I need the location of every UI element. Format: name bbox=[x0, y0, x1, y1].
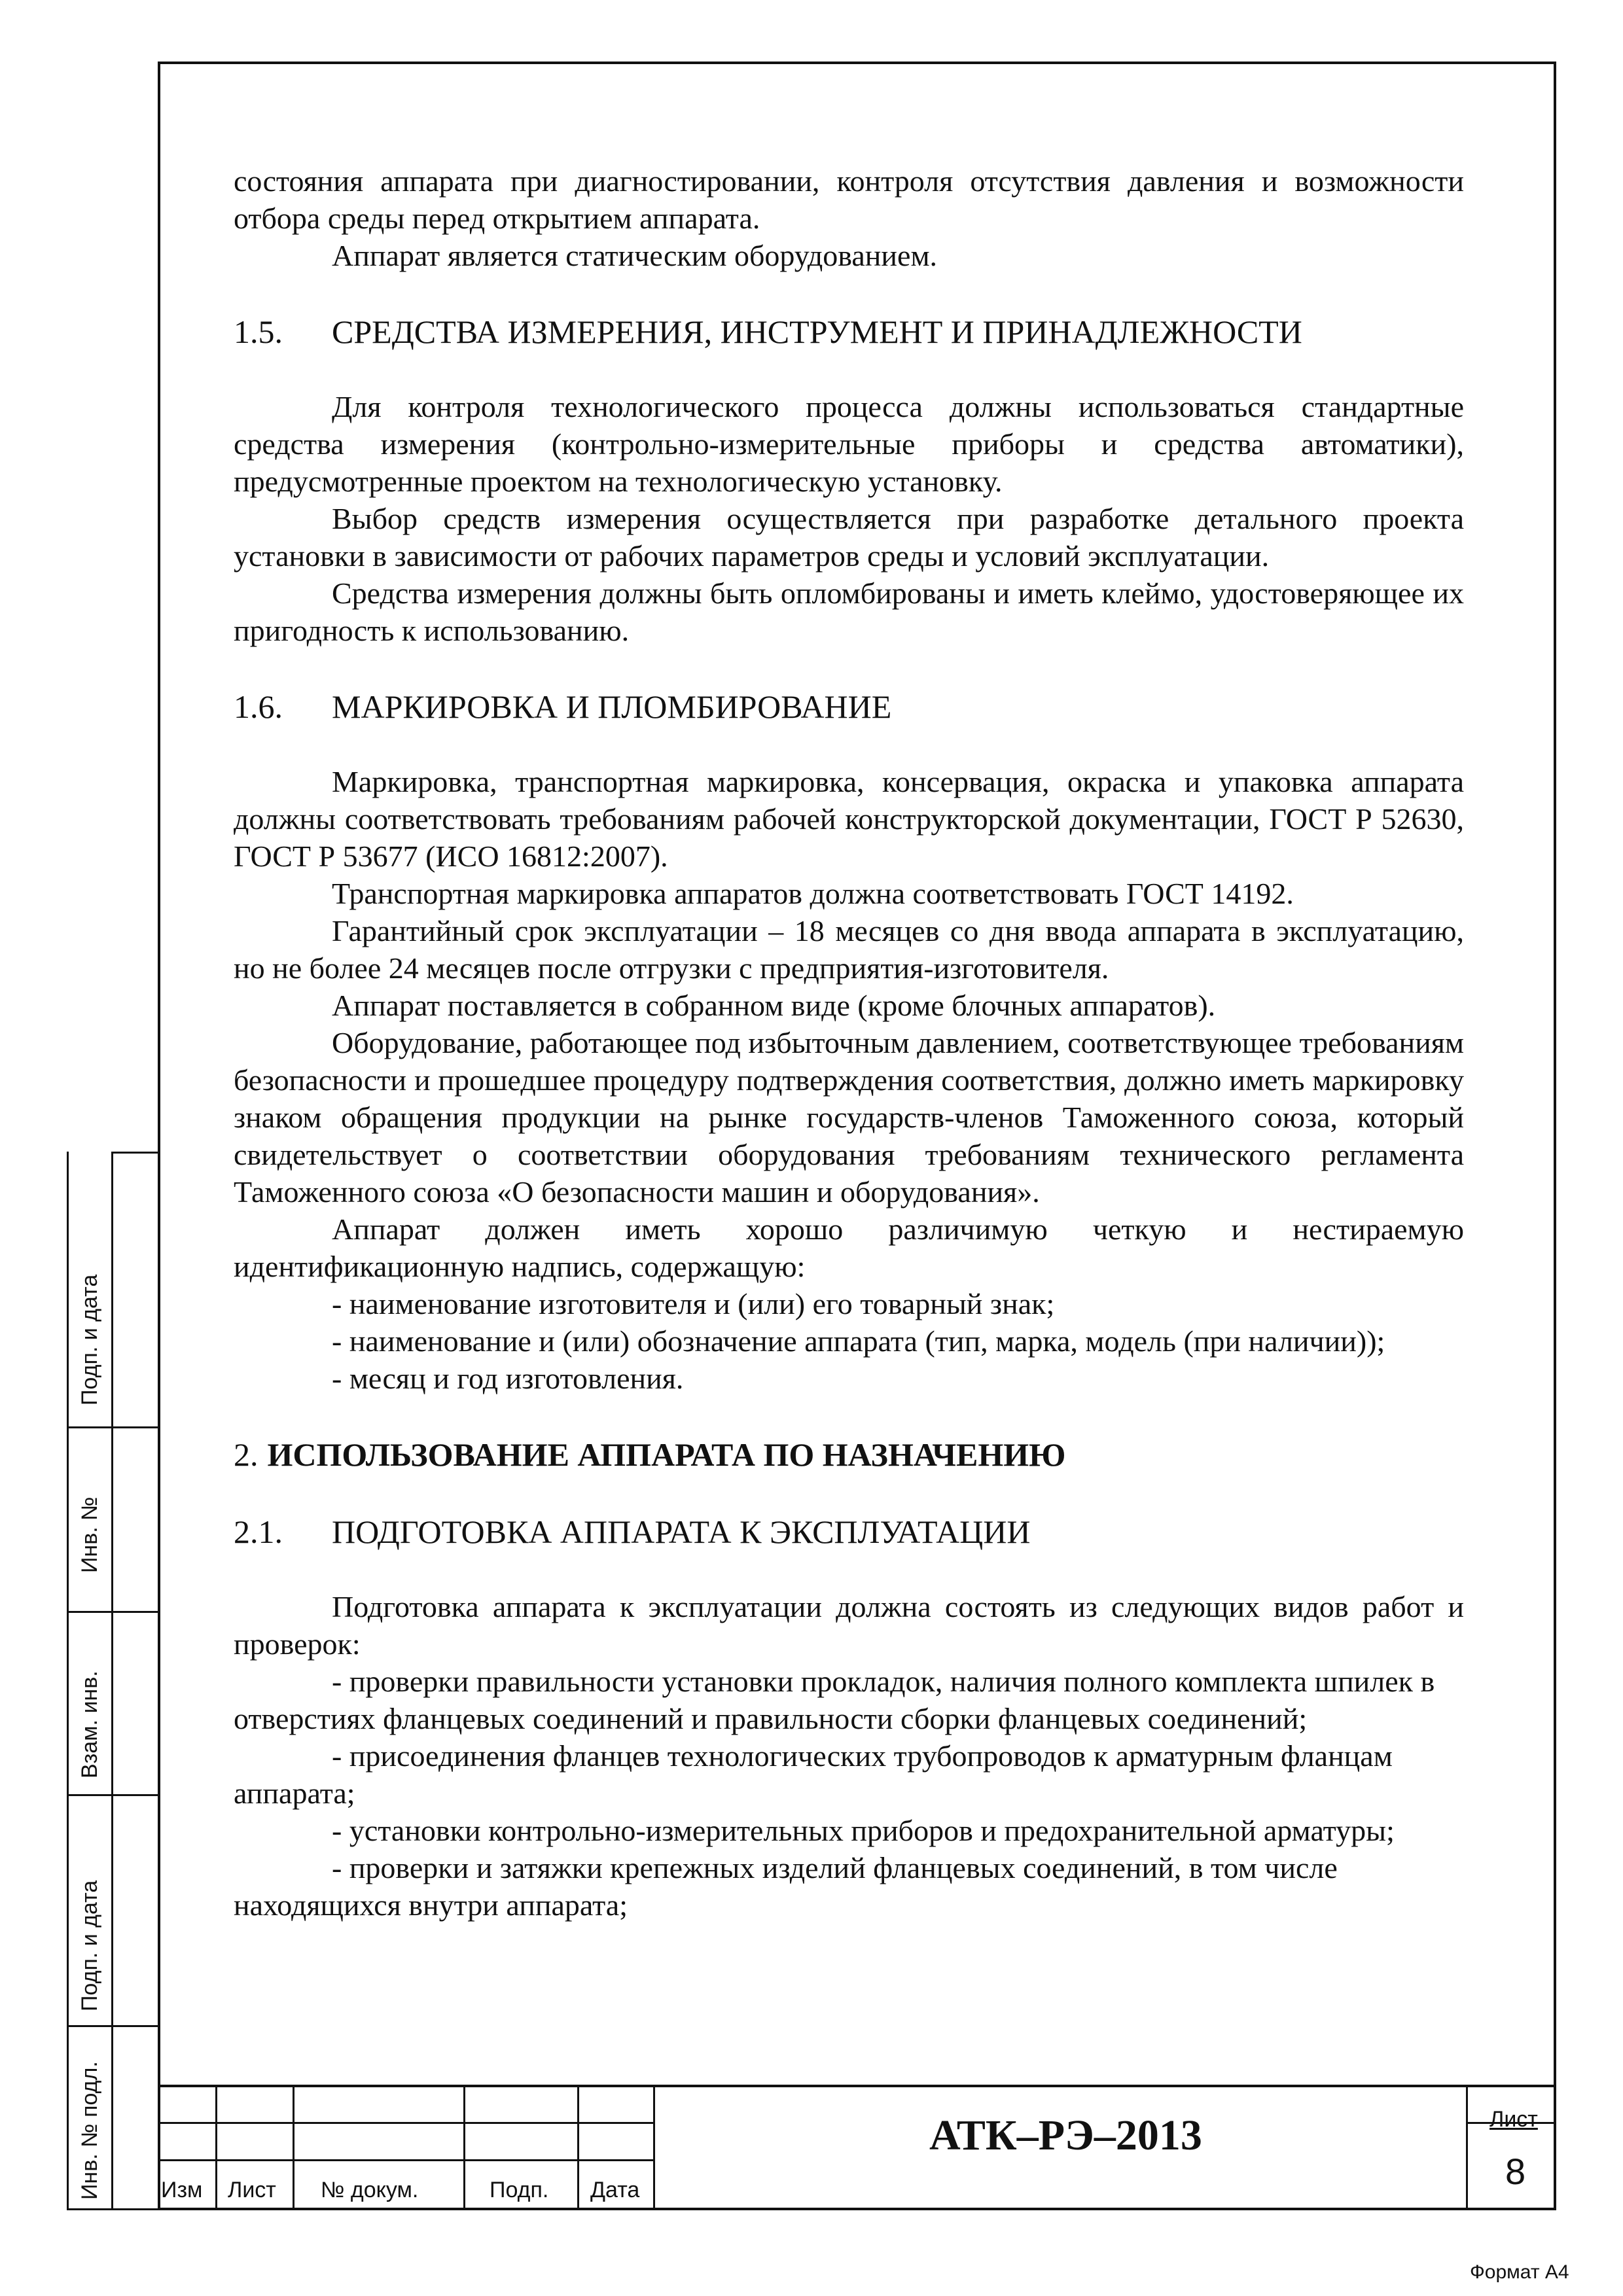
paragraph: Средства измерения должны быть опломбированы и иметь клеймо, удостоверяющее их пригодность к использованию. bbox=[234, 576, 1464, 647]
list-item: - месяц и год изготовления. bbox=[332, 1362, 684, 1395]
title-block-top-rule bbox=[158, 2085, 1556, 2087]
side-stamp-rule bbox=[111, 1152, 158, 1154]
sheet-number: 8 bbox=[1505, 2151, 1526, 2192]
sheet-label: Лист bbox=[1489, 2107, 1538, 2132]
side-stamp-rule bbox=[67, 2025, 158, 2027]
body-text bbox=[234, 162, 1464, 1924]
format-label: Формат А4 bbox=[1470, 2261, 1569, 2283]
section-heading-1-6 bbox=[234, 687, 1464, 726]
side-label-original-inventory: Инв. № подл. bbox=[77, 2061, 102, 2200]
title-block-column-rule bbox=[463, 2085, 465, 2210]
list-item: - проверки правильности установки прокладок, наличия полного комплекта шпилек в отверстиях фланцевых соединений и правильности сборки фланцевых соединений; bbox=[234, 1665, 1435, 1735]
section-title: МАРКИРОВКА И ПЛОМБИРОВАНИЕ bbox=[332, 688, 892, 725]
section-heading-1-5 bbox=[234, 312, 1464, 351]
title-block-rule bbox=[158, 2159, 654, 2161]
paragraph: Подготовка аппарата к эксплуатации должна состоять из следующих видов работ и проверок: bbox=[234, 1590, 1464, 1661]
title-block-column-rule bbox=[1466, 2085, 1468, 2210]
title-block-column-rule bbox=[293, 2085, 294, 2210]
side-stamp-border bbox=[67, 1152, 69, 2210]
side-stamp-rule bbox=[67, 1611, 158, 1613]
section-title: ПОДГОТОВКА АППАРАТА К ЭКСПЛУАТАЦИИ bbox=[332, 1513, 1031, 1550]
title-block-column-rule bbox=[577, 2085, 579, 2210]
paragraph: Гарантийный срок эксплуатации – 18 месяцев со дня ввода аппарата в эксплуатацию, но не более 24 месяцев после отгрузки с предприятия-изготовителя. bbox=[234, 914, 1464, 985]
title-block-column-rule bbox=[215, 2085, 217, 2210]
side-stamp-rule bbox=[67, 1426, 158, 1428]
title-block-rule bbox=[158, 2122, 654, 2124]
paragraph: Оборудование, работающее под избыточным давлением, соответствующее требованиям безопасности и прошедшее процедуру подтверждения соответствия, должно иметь маркировку знаком обращения продукции на рынке государств-членов Таможенного союза, который свидетельствует о соответствии оборудования требованиям технического регламента Таможенного союза «О безопасности машин и оборудования». bbox=[234, 1026, 1464, 1209]
section-number: 2. bbox=[234, 1436, 259, 1473]
list-item: - установки контрольно-измерительных приборов и предохранительной арматуры; bbox=[332, 1814, 1395, 1847]
column-label-date: Дата bbox=[590, 2178, 640, 2202]
column-label-document-number: № докум. bbox=[321, 2178, 419, 2202]
section-heading-2-1 bbox=[234, 1512, 1464, 1551]
side-label-inventory-number: Инв. № bbox=[77, 1496, 102, 1573]
side-label-replacement-inventory: Взам. инв. bbox=[77, 1670, 102, 1778]
paragraph: Маркировка, транспортная маркировка, консервация, окраска и упаковка аппарата должны соответствовать требованиям рабочей конструкторской документации, ГОСТ Р 52630, ГОСТ Р 53677 (ИСО 16812:2007). bbox=[234, 765, 1464, 873]
column-label-signature: Подп. bbox=[490, 2178, 549, 2202]
list-item: - наименование изготовителя и (или) его товарный знак; bbox=[332, 1287, 1055, 1320]
section-heading-2 bbox=[234, 1435, 1464, 1474]
section-number: 1.6. bbox=[234, 688, 283, 725]
side-stamp-divider bbox=[111, 1152, 113, 2210]
paragraph: состояния аппарата при диагностировании, контроля отсутствия давления и возможности отбора среды перед открытием аппарата. bbox=[234, 164, 1464, 235]
list-item: - наименование и (или) обозначение аппарата (тип, марка, модель (при наличии)); bbox=[332, 1324, 1385, 1358]
column-label-sheet: Лист bbox=[228, 2178, 276, 2202]
list-item: - присоединения фланцев технологических трубопроводов к арматурным фланцам аппарата; bbox=[234, 1739, 1393, 1810]
paragraph: Аппарат является статическим оборудованием. bbox=[332, 239, 938, 272]
paragraph: Аппарат поставляется в собранном виде (кроме блочных аппаратов). bbox=[332, 989, 1216, 1022]
section-title: ИСПОЛЬЗОВАНИЕ АППАРАТА ПО НАЗНАЧЕНИЮ bbox=[267, 1436, 1066, 1473]
side-stamp-rule bbox=[67, 2208, 158, 2210]
side-label-sign-date-2: Подп. и дата bbox=[77, 1880, 102, 2011]
paragraph: Аппарат должен иметь хорошо различимую четкую и нестираемую идентификационную надпись, содержащую: bbox=[234, 1212, 1464, 1283]
column-label-change: Изм bbox=[161, 2178, 203, 2202]
side-label-sign-date: Подп. и дата bbox=[77, 1274, 102, 1405]
document-code: АТК–РЭ–2013 bbox=[929, 2111, 1202, 2159]
paragraph: Для контроля технологического процесса должны использоваться стандартные средства измерения (контрольно-измерительные приборы и средства автоматики), предусмотренные проектом на технологическую установку. bbox=[234, 390, 1464, 498]
section-number: 1.5. bbox=[234, 313, 283, 350]
title-block-column-rule bbox=[653, 2085, 655, 2210]
section-title: СРЕДСТВА ИЗМЕРЕНИЯ, ИНСТРУМЕНТ И ПРИНАДЛЕЖНОСТИ bbox=[332, 313, 1302, 350]
section-number: 2.1. bbox=[234, 1513, 283, 1550]
side-stamp-rule bbox=[67, 1794, 158, 1796]
paragraph: Выбор средств измерения осуществляется при разработке детального проекта установки в зависимости от рабочих параметров среды и условий эксплуатации. bbox=[234, 502, 1464, 573]
paragraph: Транспортная маркировка аппаратов должна соответствовать ГОСТ 14192. bbox=[332, 877, 1294, 910]
list-item: - проверки и затяжки крепежных изделий фланцевых соединений, в том числе находящихся внутри аппарата; bbox=[234, 1851, 1338, 1922]
